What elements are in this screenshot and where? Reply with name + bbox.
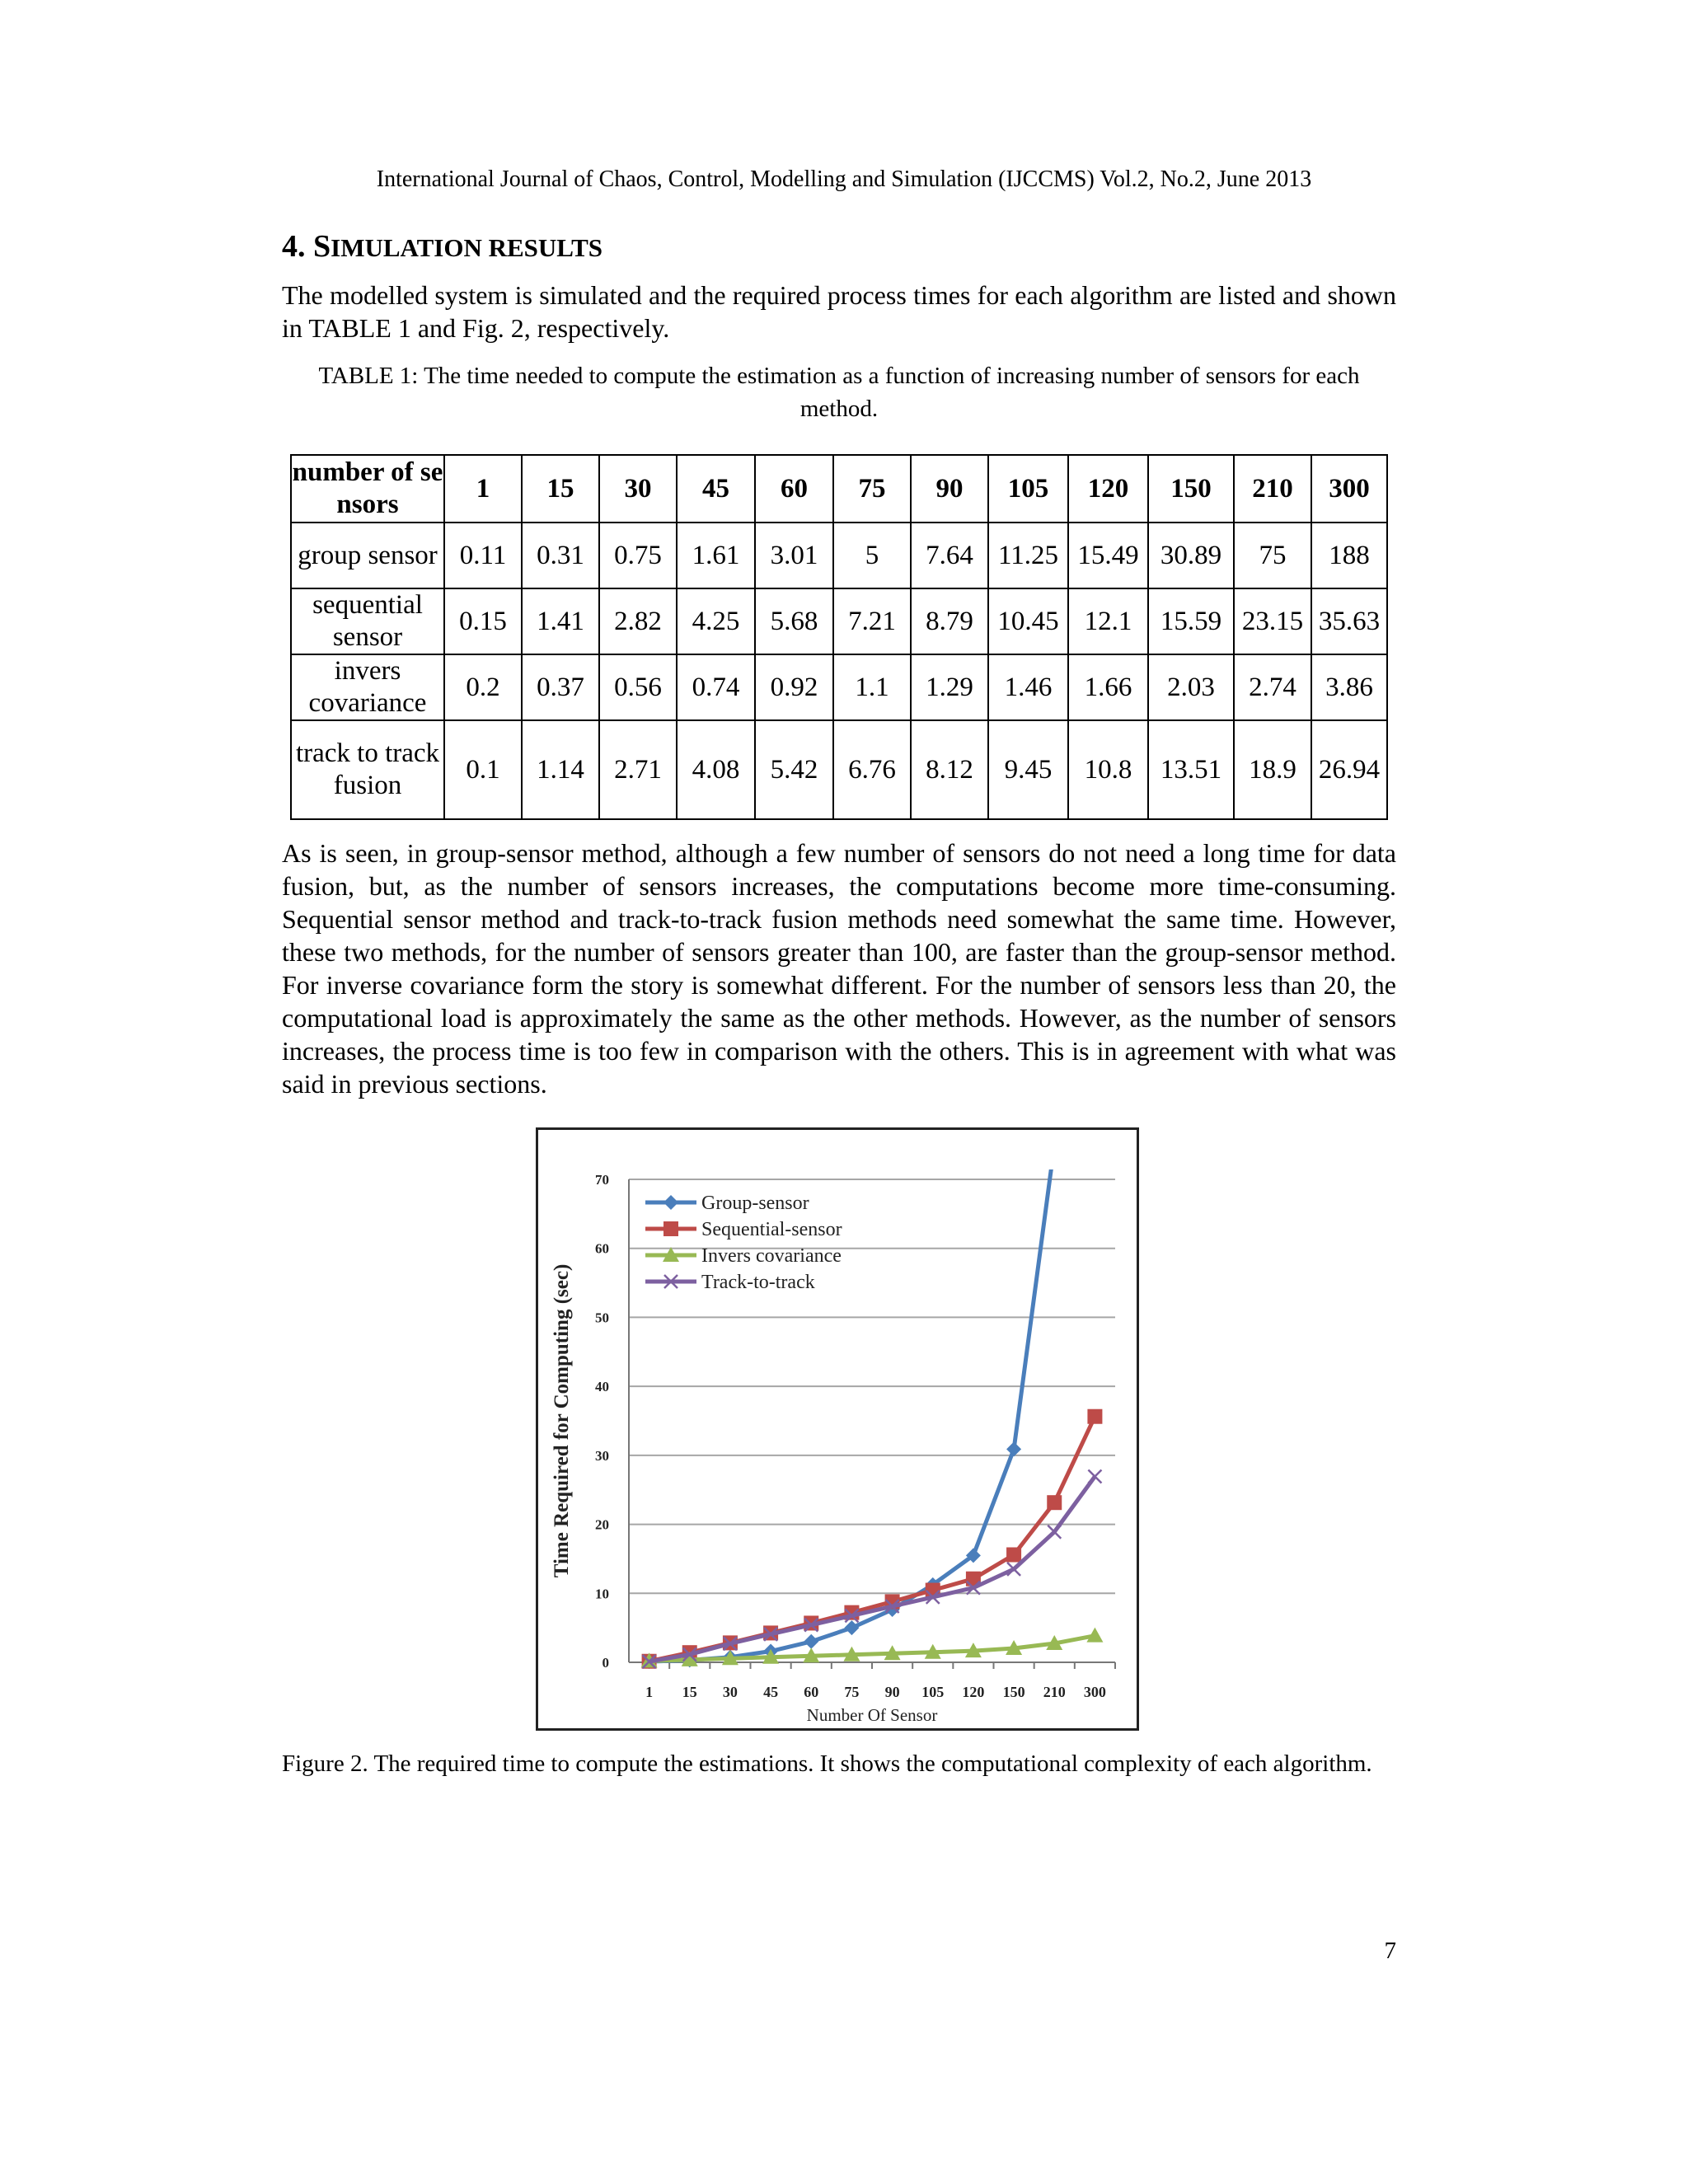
- data-point-track-to-track: [1088, 1469, 1101, 1483]
- y-tick-label: 10: [595, 1586, 609, 1602]
- table-cell: 2.74: [1234, 654, 1311, 720]
- table-caption: TABLE 1: The time needed to compute the estimation as a function of increasing number of sensors for each method.: [318, 363, 1360, 422]
- table-cell: 8.12: [911, 720, 988, 819]
- section-number: 4.: [282, 229, 306, 264]
- table-cell: 0.2: [444, 654, 522, 720]
- table-cell: 0.31: [522, 523, 599, 588]
- table-cell: 10.45: [988, 588, 1068, 654]
- table-cell: 2.71: [599, 720, 677, 819]
- table-column-header: 45: [677, 455, 755, 523]
- y-tick-label: 60: [595, 1240, 609, 1257]
- table-cell: 1.66: [1068, 654, 1148, 720]
- data-point-group-sensor: [1006, 1441, 1021, 1456]
- table-header-label: number of sensors: [291, 455, 444, 523]
- table-cell: 7.21: [833, 588, 911, 654]
- x-tick-label: 60: [804, 1684, 819, 1700]
- section-title-rest: IMULATION RESULTS: [331, 233, 603, 262]
- table-cell: 1.1: [833, 654, 911, 720]
- table-cell: 18.9: [1234, 720, 1311, 819]
- table-column-header: 75: [833, 455, 911, 523]
- discussion-paragraph: As is seen, in group-sensor method, although a few number of sensors do not need a long time for data fusion, but, as the number of sensors increases, the computations become more time-consuming. Sequential sensor method and track-to-track fusion methods need somewhat the same time. However, these two methods, for the number of sensors greater than 100, are faster than the group-sensor method. For inverse covariance form the story is somewhat different. For the number of sensors less than 20, the computational load is approximately the same as the other methods. However, as the number of sensors increases, the process time is too few in comparison with the others. This is in agreement with what was said in previous sections.: [282, 838, 1396, 1099]
- x-axis-title: Number Of Sensor: [806, 1705, 938, 1725]
- table-row: [291, 523, 1387, 588]
- section-title-initial: S: [313, 229, 331, 264]
- table-cell: 5: [833, 523, 911, 588]
- x-tick-label: 30: [722, 1684, 738, 1700]
- table-cell: 75: [1234, 523, 1311, 588]
- legend-label: Sequential-sensor: [701, 1219, 842, 1240]
- table-row: [291, 654, 1387, 720]
- table-cell: 0.74: [677, 654, 755, 720]
- data-point-sequential-sensor: [1087, 1409, 1102, 1424]
- intro-paragraph: The modelled system is simulated and the required process times for each algorithm are listed and shown in TABLE 1 and Fig. 2, respectively.: [282, 280, 1396, 343]
- table-row-label: track to track fusion: [291, 720, 444, 819]
- table-cell: 188: [1311, 523, 1387, 588]
- x-tick-label: 90: [884, 1684, 900, 1700]
- table-cell: 1.41: [522, 588, 599, 654]
- table-cell: 35.63: [1311, 588, 1387, 654]
- table-row: [291, 588, 1387, 654]
- table-column-header: 120: [1068, 455, 1148, 523]
- table-cell: 23.15: [1234, 588, 1311, 654]
- legend-label: Track-to-track: [701, 1272, 815, 1293]
- x-tick-label: 105: [921, 1684, 945, 1700]
- figure-chart: [536, 1127, 1139, 1731]
- table-cell: 1.29: [911, 654, 988, 720]
- table-cell: 0.15: [444, 588, 522, 654]
- y-tick-label: 30: [595, 1447, 609, 1464]
- y-tick-label: 0: [602, 1655, 609, 1671]
- table-column-header: 30: [599, 455, 677, 523]
- x-tick-label: 210: [1043, 1684, 1066, 1700]
- table-cell: 0.92: [755, 654, 833, 720]
- y-tick-label: 70: [595, 1172, 609, 1188]
- series-line-sequential-sensor: [649, 1417, 1095, 1661]
- table-column-header: 300: [1311, 455, 1387, 523]
- table-column-header: 60: [755, 455, 833, 523]
- data-point-sequential-sensor: [1047, 1495, 1062, 1510]
- table-cell: 3.86: [1311, 654, 1387, 720]
- data-point-group-sensor: [804, 1634, 818, 1649]
- table-row-label: invers covariance: [291, 654, 444, 720]
- figure-caption: Figure 2. The required time to compute the estimations. It shows the computational complexity of each algorithm.: [282, 1750, 1372, 1777]
- table-row-label: group sensor: [291, 523, 444, 588]
- running-header: International Journal of Chaos, Control, Modelling and Simulation (IJCCMS) Vol.2, No.2, June 2013: [376, 166, 1312, 192]
- table-cell: 0.11: [444, 523, 522, 588]
- table-row-label: sequential sensor: [291, 588, 444, 654]
- series-line-track-to-track: [649, 1476, 1095, 1661]
- section-heading: [282, 226, 603, 269]
- table-cell: 13.51: [1148, 720, 1234, 819]
- table-cell: 30.89: [1148, 523, 1234, 588]
- data-point-group-sensor: [844, 1620, 859, 1635]
- data-point-track-to-track: [1048, 1526, 1061, 1539]
- table-cell: 8.79: [911, 588, 988, 654]
- x-tick-label: 15: [682, 1684, 697, 1700]
- x-tick-label: 75: [844, 1684, 860, 1700]
- x-tick-label: 45: [763, 1684, 779, 1700]
- legend-label: Group-sensor: [701, 1193, 809, 1214]
- table-cell: 5.68: [755, 588, 833, 654]
- table-cell: 4.25: [677, 588, 755, 654]
- x-tick-label: 120: [962, 1684, 985, 1700]
- y-axis-title: Time Required for Computing (sec): [551, 1263, 573, 1578]
- table-column-header: 150: [1148, 455, 1234, 523]
- table-cell: 12.1: [1068, 588, 1148, 654]
- table-cell: 4.08: [677, 720, 755, 819]
- data-point-sequential-sensor: [1006, 1547, 1021, 1562]
- table-cell: 6.76: [833, 720, 911, 819]
- table-cell: 0.37: [522, 654, 599, 720]
- legend-marker-sequential-sensor: [663, 1221, 678, 1236]
- table-cell: 7.64: [911, 523, 988, 588]
- table-cell: 26.94: [1311, 720, 1387, 819]
- table-cell: 0.75: [599, 523, 677, 588]
- x-tick-label: 150: [1002, 1684, 1025, 1700]
- table-cell: 0.56: [599, 654, 677, 720]
- table-cell: 5.42: [755, 720, 833, 819]
- table-cell: 1.61: [677, 523, 755, 588]
- table-cell: 11.25: [988, 523, 1068, 588]
- page-number: 7: [1384, 1938, 1396, 1964]
- table-header-row: [291, 455, 1387, 523]
- table-column-header: 15: [522, 455, 599, 523]
- y-tick-label: 50: [595, 1310, 609, 1326]
- table-column-header: 105: [988, 455, 1068, 523]
- table-cell: 15.49: [1068, 523, 1148, 588]
- table-cell: 3.01: [755, 523, 833, 588]
- table-cell: 9.45: [988, 720, 1068, 819]
- table-cell: 2.82: [599, 588, 677, 654]
- table-cell: 10.8: [1068, 720, 1148, 819]
- line-chart: [538, 1130, 1137, 1728]
- table-column-header: 210: [1234, 455, 1311, 523]
- y-tick-label: 20: [595, 1516, 609, 1533]
- table-column-header: 90: [911, 455, 988, 523]
- data-table: [290, 454, 1388, 820]
- x-tick-label: 1: [645, 1684, 654, 1700]
- legend-marker-group-sensor: [663, 1195, 678, 1210]
- y-tick-label: 40: [595, 1379, 609, 1395]
- table-cell: 2.03: [1148, 654, 1234, 720]
- x-tick-label: 300: [1083, 1684, 1106, 1700]
- table-column-header: 1: [444, 455, 522, 523]
- table-cell: 0.1: [444, 720, 522, 819]
- table-cell: 1.46: [988, 654, 1068, 720]
- table-row: [291, 720, 1387, 819]
- table-cell: 15.59: [1148, 588, 1234, 654]
- legend-label: Invers covariance: [701, 1245, 842, 1267]
- table-cell: 1.14: [522, 720, 599, 819]
